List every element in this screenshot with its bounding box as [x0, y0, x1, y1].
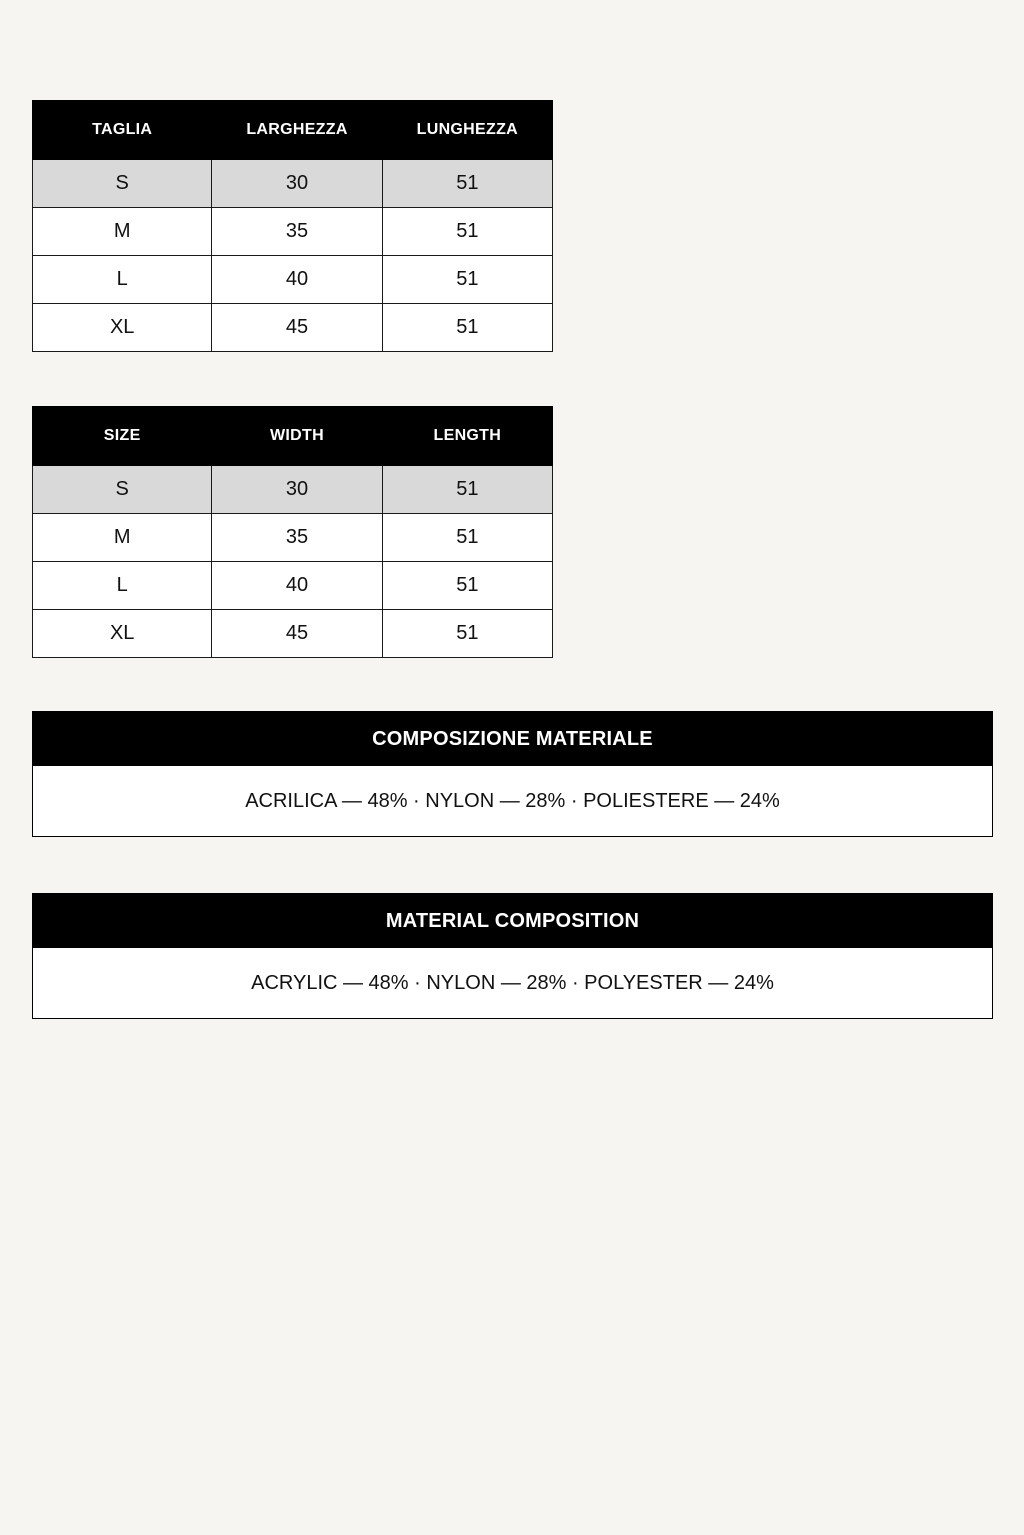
length-cell: 51: [382, 256, 552, 304]
composition-title: COMPOSIZIONE MATERIALE: [33, 712, 992, 766]
width-cell: 30: [212, 160, 382, 208]
table-row: [33, 466, 553, 514]
length-cell: 51: [382, 562, 552, 610]
material-composition-english: [32, 893, 993, 1019]
table-row: [33, 208, 553, 256]
size-cell: XL: [33, 610, 212, 658]
width-cell: 40: [212, 256, 382, 304]
length-cell: 51: [382, 466, 552, 514]
size-cell: L: [33, 256, 212, 304]
length-cell: 51: [382, 208, 552, 256]
column-header-size: TAGLIA: [33, 101, 212, 160]
width-cell: 45: [212, 304, 382, 352]
size-table-italian: [32, 100, 553, 352]
table-row: [33, 304, 553, 352]
width-cell: 45: [212, 610, 382, 658]
width-cell: 35: [212, 208, 382, 256]
width-cell: 40: [212, 562, 382, 610]
size-cell: XL: [33, 304, 212, 352]
width-cell: 30: [212, 466, 382, 514]
table-row: [33, 256, 553, 304]
composition-title: MATERIAL COMPOSITION: [33, 894, 992, 948]
size-cell: L: [33, 562, 212, 610]
material-composition-italian: [32, 711, 993, 837]
table-header-row: [33, 101, 553, 160]
table-row: [33, 514, 553, 562]
size-cell: M: [33, 514, 212, 562]
composition-text: ACRYLIC — 48% · NYLON — 28% · POLYESTER — 24%: [251, 972, 774, 994]
width-cell: 35: [212, 514, 382, 562]
size-table-english: [32, 406, 553, 658]
length-cell: 51: [382, 304, 552, 352]
table-row: [33, 562, 553, 610]
table-row: [33, 610, 553, 658]
column-header-size: SIZE: [33, 407, 212, 466]
table-row: [33, 160, 553, 208]
length-cell: 51: [382, 160, 552, 208]
size-cell: S: [33, 466, 212, 514]
table-header-row: [33, 407, 553, 466]
column-header-length: LENGTH: [382, 407, 552, 466]
length-cell: 51: [382, 514, 552, 562]
column-header-length: LUNGHEZZA: [382, 101, 552, 160]
size-cell: M: [33, 208, 212, 256]
column-header-width: LARGHEZZA: [212, 101, 382, 160]
composition-text: ACRILICA — 48% · NYLON — 28% · POLIESTERE — 24%: [245, 790, 780, 812]
column-header-width: WIDTH: [212, 407, 382, 466]
length-cell: 51: [382, 610, 552, 658]
size-cell: S: [33, 160, 212, 208]
